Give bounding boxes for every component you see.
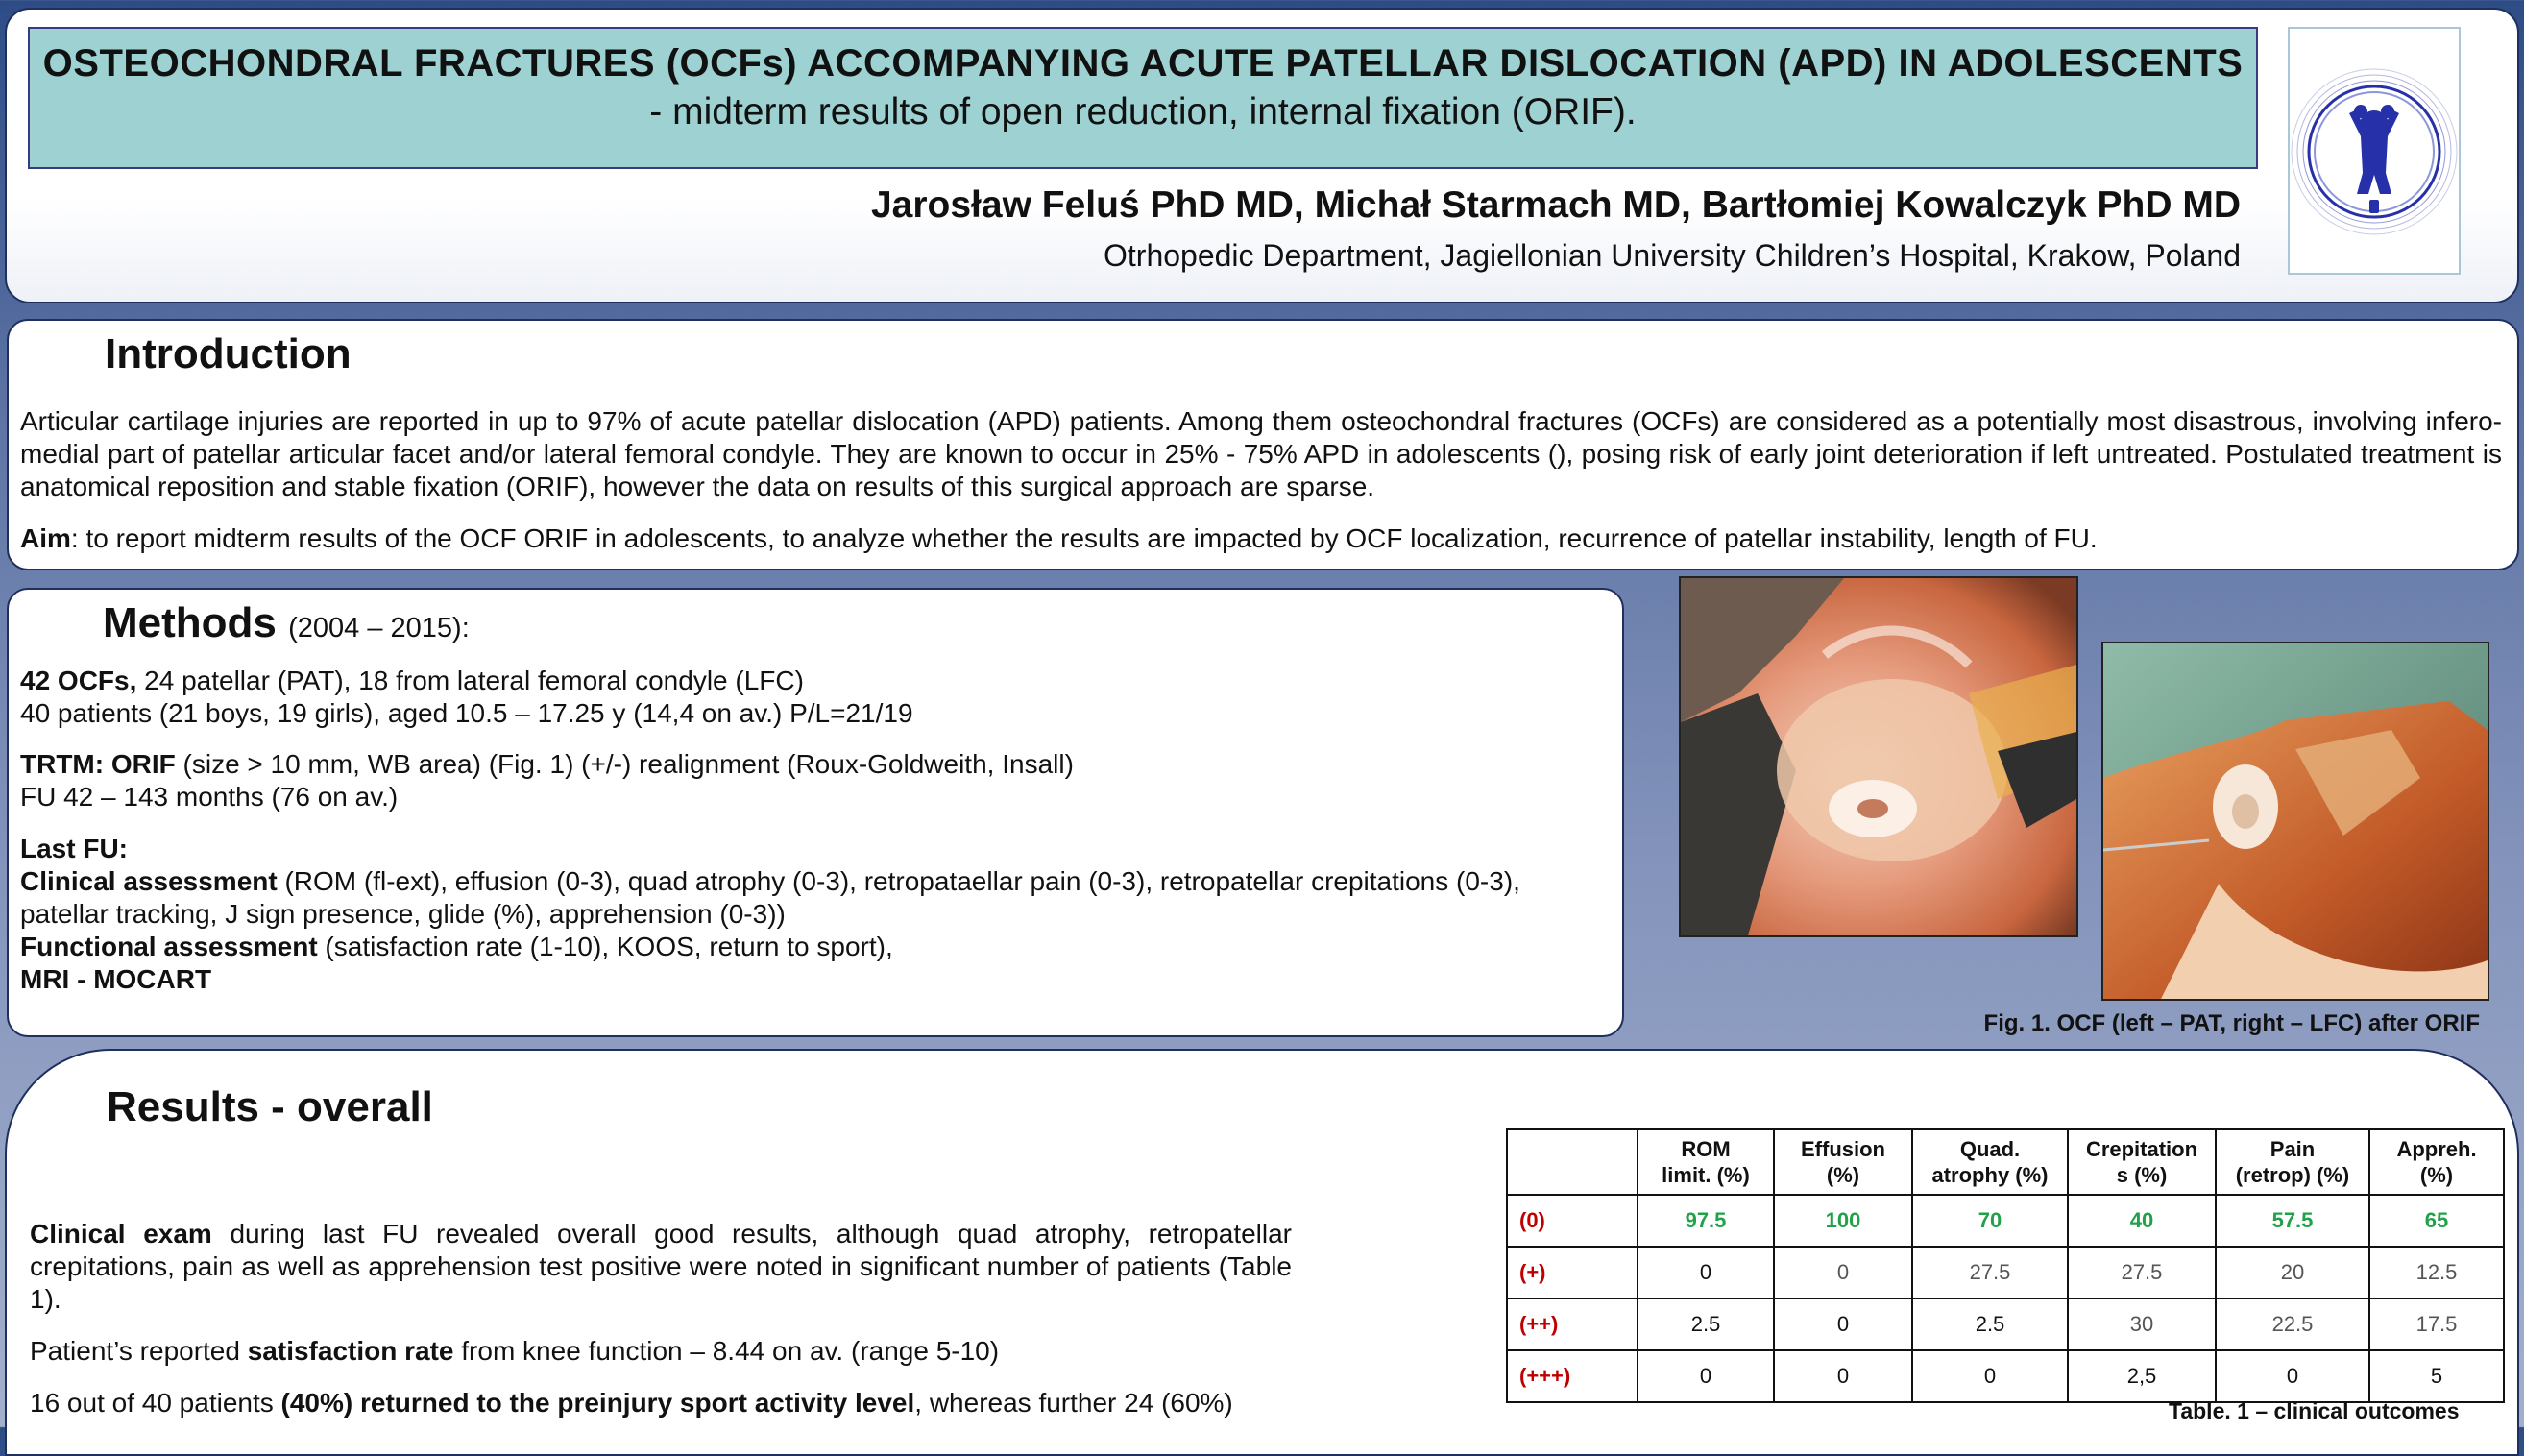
poster-title: OSTEOCHONDRAL FRACTURES (OCFs) ACCOMPANYING ACUTE PATELLAR DISLOCATION (APD) IN ADOLESCENTS bbox=[42, 42, 2244, 85]
table-cell: 97.5 bbox=[1638, 1195, 1774, 1247]
patellar-ocf-photo-icon bbox=[1681, 578, 2076, 935]
satisfaction-text-b: from knee function – 8.44 on av. (range 5-10) bbox=[453, 1336, 1000, 1366]
clinical-assessment-line bbox=[20, 865, 1520, 898]
mri-line: MRI - MOCART bbox=[20, 964, 212, 994]
ocfs-detail: 24 patellar (PAT), 18 from lateral femoral condyle (LFC) bbox=[136, 666, 804, 695]
clinical-exam-label: Clinical exam bbox=[30, 1219, 212, 1249]
authors: Jarosław Feluś PhD MD, Michał Starmach MD, Bartłomiej Kowalczyk PhD MD bbox=[870, 184, 2241, 226]
ocfs-count: 42 OCFs, bbox=[20, 666, 137, 695]
table-cell: 12.5 bbox=[2369, 1247, 2504, 1298]
methods-heading: Methods bbox=[103, 599, 277, 646]
sport-label: (40%) returned to the preinjury sport activity level bbox=[280, 1388, 915, 1418]
row-grade-label: (+) bbox=[1507, 1247, 1638, 1298]
table-cell: 0 bbox=[2216, 1350, 2369, 1402]
introduction-heading: Introduction bbox=[105, 330, 352, 377]
clinical-exam-paragraph bbox=[30, 1218, 1292, 1316]
table-header-cell bbox=[1507, 1129, 1638, 1195]
aim-label: Aim bbox=[20, 523, 71, 553]
table-cell: 0 bbox=[1774, 1350, 1912, 1402]
results-heading: Results - overall bbox=[107, 1083, 433, 1130]
title-box bbox=[28, 27, 2258, 169]
satisfaction-paragraph bbox=[30, 1335, 1292, 1368]
table-cell: 17.5 bbox=[2369, 1298, 2504, 1350]
table-cell: 20 bbox=[2216, 1247, 2369, 1298]
methods-period: (2004 – 2015): bbox=[288, 613, 470, 643]
table-header-cell: Appreh. (%) bbox=[2369, 1129, 2504, 1195]
poster-header bbox=[5, 8, 2519, 303]
table-cell: 0 bbox=[1638, 1247, 1774, 1298]
satisfaction-label: satisfaction rate bbox=[247, 1336, 454, 1366]
sport-paragraph bbox=[30, 1387, 1292, 1420]
table-row bbox=[1507, 1247, 2504, 1298]
table-header-row bbox=[1507, 1129, 2504, 1195]
table-cell: 70 bbox=[1912, 1195, 2068, 1247]
table-row bbox=[1507, 1298, 2504, 1350]
row-grade-label: (+++) bbox=[1507, 1350, 1638, 1402]
functional-assessment-detail: (satisfaction rate (1-10), KOOS, return to sport), bbox=[317, 932, 893, 961]
table-cell: 2,5 bbox=[2068, 1350, 2216, 1402]
patients-line: 40 patients (21 boys, 19 girls), aged 10.5 – 17.25 y (14,4 on av.) P/L=21/19 bbox=[20, 698, 913, 728]
followup-line: FU 42 – 143 months (76 on av.) bbox=[20, 782, 399, 812]
surgical-photo-lfc bbox=[2101, 642, 2489, 1001]
table-cell: 65 bbox=[2369, 1195, 2504, 1247]
introduction-panel bbox=[7, 319, 2519, 570]
aim-text: : to report midterm results of the OCF ORIF in adolescents, to analyze whether the results are impacted by OCF localization, recurrence of patellar instability, length of FU. bbox=[70, 523, 2098, 553]
table-cell: 27.5 bbox=[2068, 1247, 2216, 1298]
row-grade-label: (0) bbox=[1507, 1195, 1638, 1247]
table-header-cell: Pain (retrop) (%) bbox=[2216, 1129, 2369, 1195]
clinical-exam-text: during last FU revealed overall good results, although quad atrophy, retropatellar crepitations, pain as well as apprehension test positive were noted in significant number of patients (Table 1). bbox=[30, 1219, 1293, 1314]
sport-text-b: , whereas further 24 (60%) bbox=[914, 1388, 1233, 1418]
treatment-label: TRTM: ORIF bbox=[20, 749, 176, 779]
functional-assessment-label: Functional assessment bbox=[20, 932, 318, 961]
table-row bbox=[1507, 1350, 2504, 1402]
treatment-line bbox=[20, 748, 1074, 781]
table-header-cell: Effusion (%) bbox=[1774, 1129, 1912, 1195]
table-cell: 0 bbox=[1774, 1298, 1912, 1350]
affiliation: Otrhopedic Department, Jagiellonian University Children’s Hospital, Krakow, Poland bbox=[1104, 238, 2241, 273]
table-cell: 2.5 bbox=[1638, 1298, 1774, 1350]
satisfaction-text-a: Patient’s reported bbox=[30, 1336, 248, 1366]
clinical-assessment-detail: (ROM (fl-ext), effusion (0-3), quad atrophy (0-3), retropataellar pain (0-3), retropatellar crepitations (0-3), bbox=[277, 866, 1520, 896]
table-cell: 40 bbox=[2068, 1195, 2216, 1247]
table-cell: 0 bbox=[1774, 1247, 1912, 1298]
functional-assessment-line bbox=[20, 931, 893, 963]
sport-text-a: 16 out of 40 patients bbox=[30, 1388, 281, 1418]
poster-subtitle: - midterm results of open reduction, internal fixation (ORIF). bbox=[649, 91, 1637, 133]
clinical-assessment-detail-2: patellar tracking, J sign presence, glide (%), apprehension (0-3)) bbox=[20, 899, 786, 929]
hospital-logo bbox=[2288, 27, 2461, 275]
table-cell: 27.5 bbox=[1912, 1247, 2068, 1298]
table-header-cell: Crepitation s (%) bbox=[2068, 1129, 2216, 1195]
aim-statement bbox=[20, 522, 2502, 555]
table-cell: 30 bbox=[2068, 1298, 2216, 1350]
table-caption: Table. 1 – clinical outcomes bbox=[2169, 1398, 2460, 1423]
table-cell: 22.5 bbox=[2216, 1298, 2369, 1350]
table-cell: 0 bbox=[1638, 1350, 1774, 1402]
table-header-cell: ROM limit. (%) bbox=[1638, 1129, 1774, 1195]
child-figure-logo-icon bbox=[2290, 29, 2459, 273]
figure-caption: Fig. 1. OCF (left – PAT, right – LFC) after ORIF bbox=[1983, 1010, 2480, 1036]
ocfs-line bbox=[20, 665, 804, 697]
last-fu-label: Last FU: bbox=[20, 834, 128, 863]
table-cell: 5 bbox=[2369, 1350, 2504, 1402]
introduction-paragraph: Articular cartilage injuries are reported in up to 97% of acute patellar dislocation (APD) patients. Among them osteochondral fractures (OCFs) are considered as a potentially most disastrous, involving infero-medial part of patellar articular facet and/or lateral femoral condyle. They are known to occur in 25% - 75% APD in adolescents (), posing risk of early joint deterioration if left untreated. Postulated treatment is anatomical reposition and stable fixation (ORIF), however the data on results of this surgical approach are sparse. bbox=[20, 406, 2502, 501]
row-grade-label: (++) bbox=[1507, 1298, 1638, 1350]
table-cell: 0 bbox=[1912, 1350, 2068, 1402]
table-cell: 100 bbox=[1774, 1195, 1912, 1247]
methods-panel bbox=[7, 588, 1624, 1037]
lfc-ocf-photo-icon bbox=[2103, 643, 2488, 999]
methods-heading-row bbox=[103, 599, 470, 647]
table-header-cell: Quad. atrophy (%) bbox=[1912, 1129, 2068, 1195]
clinical-outcomes-table bbox=[1506, 1128, 2505, 1403]
table-cell: 57.5 bbox=[2216, 1195, 2369, 1247]
surgical-photo-patellar bbox=[1679, 576, 2078, 937]
clinical-assessment-label: Clinical assessment bbox=[20, 866, 278, 896]
treatment-detail: (size > 10 mm, WB area) (Fig. 1) (+/-) realignment (Roux-Goldweith, Insall) bbox=[175, 749, 1074, 779]
table-cell: 2.5 bbox=[1912, 1298, 2068, 1350]
table-row bbox=[1507, 1195, 2504, 1247]
